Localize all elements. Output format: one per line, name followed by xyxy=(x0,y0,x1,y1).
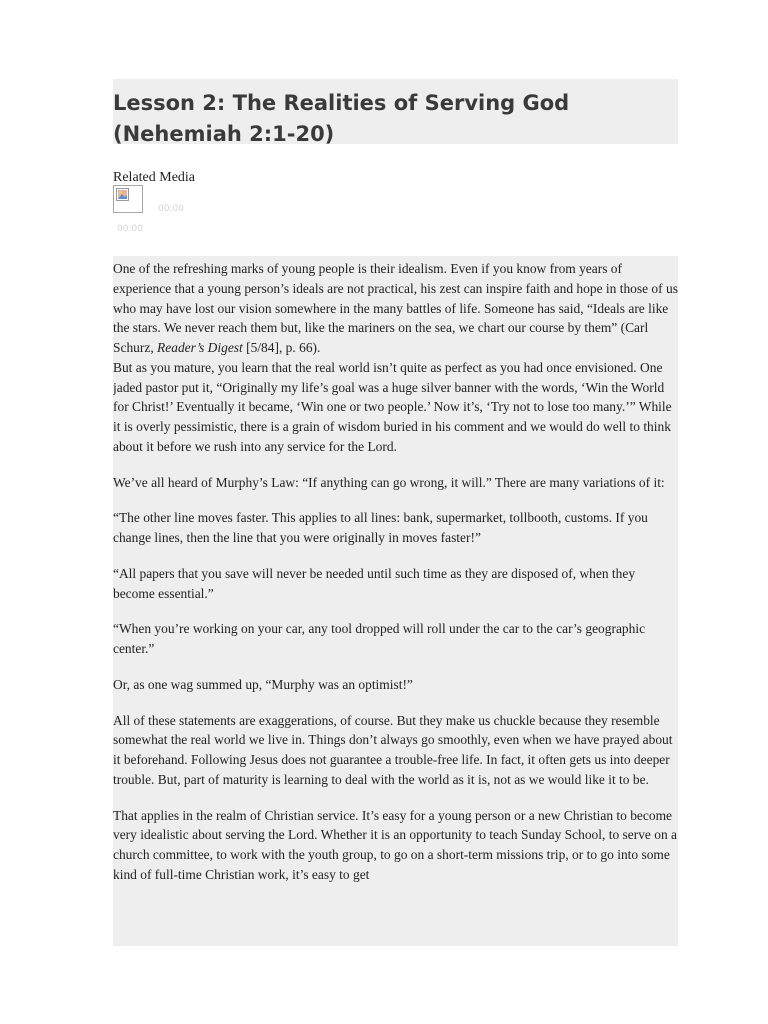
paragraph-1 xyxy=(113,259,678,358)
paragraph-5: “All papers that you save will never be needed until such time as they are disposed of, when they become essential.” xyxy=(113,565,636,601)
media-thumbnail[interactable] xyxy=(113,185,143,213)
broken-image-icon xyxy=(116,188,129,201)
page-title-line-1: Lesson 2: The Realities of Serving God xyxy=(113,91,570,115)
paragraph-1-text-after: [5/84], p. 66). xyxy=(242,340,321,355)
page-title-line-2: (Nehemiah 2:1-20) xyxy=(113,122,335,146)
paragraph-4: “The other line moves faster. This applies to all lines: bank, supermarket, tollbooth, customs. If you change lines, then the line that you were originally in moves faster!” xyxy=(113,510,648,545)
related-media-label: Related Media xyxy=(113,170,196,185)
paragraph-9: That applies in the realm of Christian service. It’s easy for a young person or a new Christian to become very idealistic about serving the Lord. Whether it is an opportunity to teach Sunday School, to serve on a church committee, to work with the youth group, to go on a short-term missions trip, or to go into some kind of full-time Christian work, it’s easy to get xyxy=(113,807,677,882)
article-body xyxy=(113,256,678,946)
paragraph-7: Or, as one wag summed up, “Murphy was an optimist!” xyxy=(113,676,413,692)
paragraph-1-citation-title: Reader’s Digest xyxy=(157,340,243,355)
paragraph-3: We’ve all heard of Murphy’s Law: “If anything can go wrong, it will.” There are many variations of it: xyxy=(113,474,665,490)
page-title xyxy=(113,79,678,150)
media-time-duration: 00:00 xyxy=(117,224,143,234)
paragraph-1-text-before: One of the refreshing marks of young people is their idealism. Even if you know from years of experience that a young person’s ideals are not practical, his zest can inspire faith and hope in those of us who may have lost our vision somewhere in the many battles of life. Someone has said, “Ideals are like the stars. We never reach them but, like the mariners on the sea, we chart our course by them” (Carl Schurz, xyxy=(113,261,678,355)
title-box xyxy=(113,79,678,144)
media-time-current: 00:00 xyxy=(158,204,184,214)
paragraph-2: But as you mature, you learn that the real world isn’t quite as perfect as you had once envisioned. One jaded pastor put it, “Originally my life’s goal was a huge silver banner with the words, ‘Win the World for Christ!’ Eventually it became, ‘Win one or two people.’ Now it’s, ‘Try not to lose too many.’” While it is overly pessimistic, there is a grain of wisdom buried in his comment and we would do well to think about it before we rush into any service for the Lord. xyxy=(113,359,672,454)
paragraph-8: All of these statements are exaggerations, of course. But they make us chuckle because they resemble somewhat the real world we live in. Things don’t always go smoothly, even when we have prayed about it beforehand. Following Jesus does not guarantee a trouble-free life. In fact, it often gets us into deeper trouble. But, part of maturity is learning to deal with the world as it is, not as we would like it to be. xyxy=(113,712,673,787)
paragraph-6: “When you’re working on your car, any tool dropped will roll under the car to the car’s geographic center.” xyxy=(113,621,646,656)
